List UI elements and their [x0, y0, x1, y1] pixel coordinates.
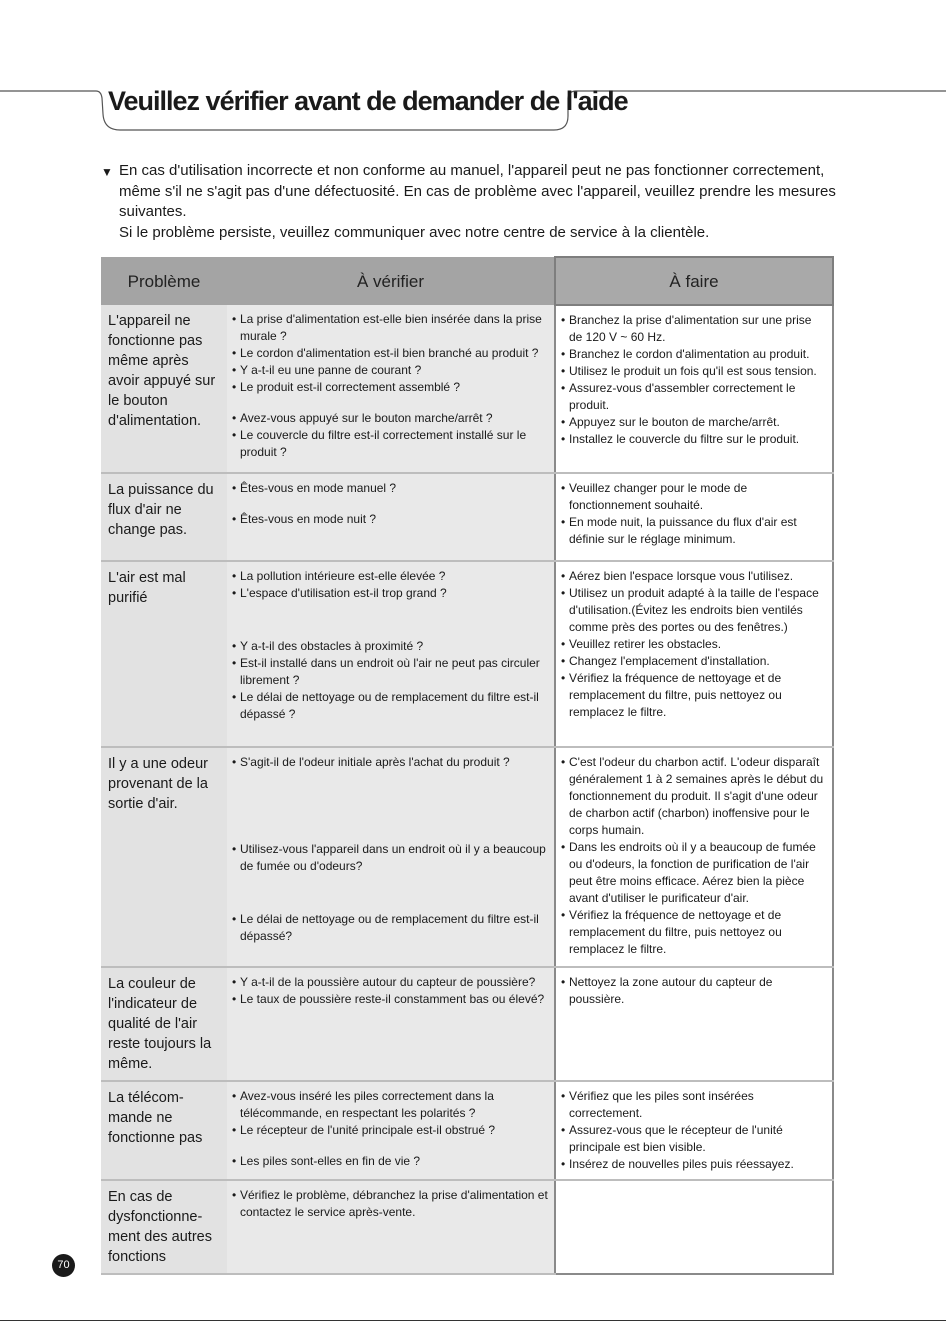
check-item: • Y a-t-il eu une panne de courant ? — [232, 363, 422, 377]
check-item: • Est-il installé dans un endroit où l'air ne peut pas circuler librement ? — [232, 656, 540, 687]
action-item: • En mode nuit, la puissance du flux d'air est définie sur le réglage minimum. — [561, 515, 797, 546]
action-item: • Veuillez retirer les obstacles. — [561, 637, 722, 651]
intro-notice — [101, 161, 846, 243]
action-item: • Installez le couvercle du filtre sur le produit. — [561, 432, 800, 446]
check-item: • Utilisez-vous l'appareil dans un endroit où il y a beaucoup de fumée ou d'odeurs? — [232, 842, 546, 873]
action-cell — [555, 747, 833, 967]
action-item: • Appuyez sur le bouton de marche/arrêt. — [561, 415, 780, 429]
check-item: • Les piles sont-elles en fin de vie ? — [232, 1154, 421, 1168]
action-cell — [555, 1081, 833, 1180]
check-item: • La pollution intérieure est-elle élevée ? — [232, 569, 446, 583]
check-item: • L'espace d'utilisation est-il trop grand ? — [232, 586, 447, 600]
check-cell — [227, 305, 555, 473]
intro-paragraph-2: Si le problème persiste, veuillez communiquer avec notre centre de service à la clientèle. — [119, 223, 710, 241]
check-cell — [227, 967, 555, 1081]
footer-divider — [0, 1320, 946, 1321]
header-action: À faire — [555, 257, 833, 305]
action-item: • Vérifiez la fréquence de nettoyage et de remplacement du filtre, puis nettoyez ou remplacez le filtre. — [561, 671, 782, 719]
table-row — [101, 305, 833, 473]
table-row — [101, 561, 833, 747]
check-item: • Le couvercle du filtre est-il correctement installé sur le produit ? — [232, 428, 527, 459]
action-item: • Vérifiez la fréquence de nettoyage et de remplacement du filtre, puis nettoyez ou remplacez le filtre. — [561, 908, 782, 956]
check-cell — [227, 561, 555, 747]
check-cell — [227, 1081, 555, 1180]
check-cell — [227, 747, 555, 967]
action-cell — [555, 473, 833, 561]
problem-cell: En cas de dysfonctionne-ment des autres fonctions — [101, 1180, 227, 1274]
check-item: • Le délai de nettoyage ou de remplacement du filtre est-il dépassé ? — [232, 690, 539, 721]
check-item: • Avez-vous inséré les piles correctement dans la télécommande, en respectant les polarités ? — [232, 1089, 494, 1120]
problem-cell: La télécom-mande ne fonctionne pas — [101, 1081, 227, 1180]
action-item: • Branchez le cordon d'alimentation au produit. — [561, 347, 810, 361]
action-cell — [555, 1180, 833, 1274]
action-item: • Dans les endroits où il y a beaucoup de fumée ou d'odeurs, la fonction de purification de l'air peut être moins efficace. Aérez bien la pièce avant d'utiliser le purificateur d'air. — [561, 840, 816, 905]
action-item: • Assurez-vous que le récepteur de l'unité principale est bien visible. — [561, 1123, 783, 1154]
intro-paragraph-1: En cas d'utilisation incorrecte et non conforme au manuel, l'appareil peut ne pas fonctionner correctement, même s'il ne s'agit pas d'une défectuosité. En cas de problème avec l'appareil, veuillez prendre les mesures suivantes. — [119, 162, 836, 220]
action-item: • Utilisez le produit un fois qu'il est sous tension. — [561, 364, 817, 378]
check-cell — [227, 473, 555, 561]
action-item: • Branchez la prise d'alimentation sur une prise de 120 V ~ 60 Hz. — [561, 313, 812, 344]
table-row — [101, 1180, 833, 1274]
problem-cell: La couleur de l'indicateur de qualité de l'air reste toujours la même. — [101, 967, 227, 1081]
check-item: • Le récepteur de l'unité principale est-il obstrué ? — [232, 1123, 496, 1137]
check-item: • Êtes-vous en mode nuit ? — [232, 512, 377, 526]
check-item: • Êtes-vous en mode manuel ? — [232, 481, 397, 495]
table-row — [101, 473, 833, 561]
problem-cell: L'air est mal purifié — [101, 561, 227, 747]
troubleshooting-table — [101, 256, 834, 1275]
action-cell — [555, 305, 833, 473]
action-item: • Utilisez un produit adapté à la taille de l'espace d'utilisation.(Évitez les endroits bien ventilés comme près des portes ou des fenêtres.) — [561, 586, 819, 634]
check-item: • Le délai de nettoyage ou de remplacement du filtre est-il dépassé? — [232, 912, 539, 943]
action-cell — [555, 561, 833, 747]
action-item: • Aérez bien l'espace lorsque vous l'utilisez. — [561, 569, 794, 583]
header-problem: Problème — [101, 257, 227, 305]
problem-cell: Il y a une odeur provenant de la sortie d'air. — [101, 747, 227, 967]
check-item: • Y a-t-il de la poussière autour du capteur de poussière? — [232, 975, 536, 989]
action-item: • Insérez de nouvelles piles puis réessayez. — [561, 1157, 794, 1171]
check-cell — [227, 1180, 555, 1274]
action-item: • Veuillez changer pour le mode de fonctionnement souhaité. — [561, 481, 748, 512]
problem-cell: L'appareil ne fonctionne pas même après avoir appuyé sur le bouton d'alimentation. — [101, 305, 227, 473]
triangle-bullet-icon: ▼ — [101, 165, 113, 179]
check-item: • Avez-vous appuyé sur le bouton marche/arrêt ? — [232, 411, 493, 425]
header-check: À vérifier — [227, 257, 555, 305]
action-cell — [555, 967, 833, 1081]
check-item: • Y a-t-il des obstacles à proximité ? — [232, 639, 424, 653]
action-item: • Changez l'emplacement d'installation. — [561, 654, 770, 668]
check-item: • La prise d'alimentation est-elle bien insérée dans la prise murale ? — [232, 312, 542, 343]
action-item: • Assurez-vous d'assembler correctement le produit. — [561, 381, 796, 412]
problem-cell: La puissance du flux d'air ne change pas. — [101, 473, 227, 561]
check-item: • S'agit-il de l'odeur initiale après l'achat du produit ? — [232, 755, 510, 769]
page-number-badge: 70 — [52, 1254, 75, 1277]
check-item: • Le cordon d'alimentation est-il bien branché au produit ? — [232, 346, 539, 360]
action-item: • Nettoyez la zone autour du capteur de poussière. — [561, 975, 773, 1006]
check-item: • Le produit est-il correctement assemblé ? — [232, 380, 461, 394]
table-row — [101, 967, 833, 1081]
check-item: • Le taux de poussière reste-il constamment bas ou élevé? — [232, 992, 545, 1006]
page-title: Veuillez vérifier avant de demander de l'aide — [108, 86, 628, 116]
table-row — [101, 747, 833, 967]
page-title-banner — [0, 84, 946, 134]
action-item: • C'est l'odeur du charbon actif. L'odeur disparaît généralement 1 à 2 semaines après le début du fonctionnement du produit. Il s'agit d'une odeur de charbon actif (charbon) inoffensive pour le corps humain. — [561, 755, 824, 837]
check-item: • Vérifiez le problème, débranchez la prise d'alimentation et contactez le service après-vente. — [232, 1188, 548, 1219]
table-header-row — [101, 257, 833, 305]
table-row — [101, 1081, 833, 1180]
action-item: • Vérifiez que les piles sont insérées correctement. — [561, 1089, 754, 1120]
